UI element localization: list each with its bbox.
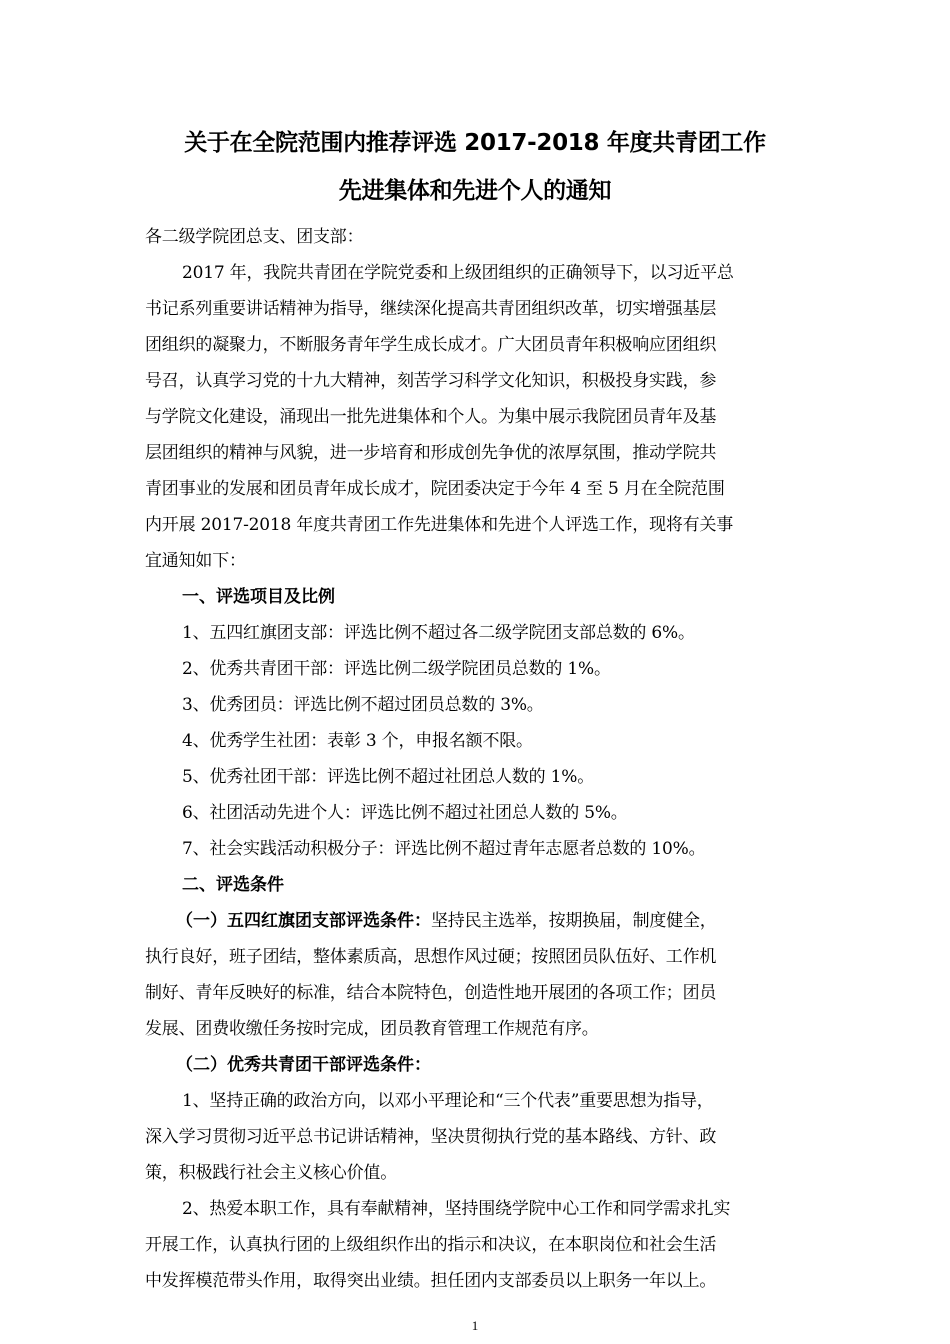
intro-line: 内开展 2017-2018 年度共青团工作先进集体和先进个人评选工作，现将有关事 xyxy=(145,515,734,535)
subsection-1-first-line xyxy=(176,910,717,932)
intro-line: 2017 年，我院共青团在学院党委和上级团组织的正确领导下，以习近平总 xyxy=(182,263,734,283)
list-item: 4、优秀学生社团：表彰 3 个，申报名额不限。 xyxy=(182,731,533,751)
intro-line: 书记系列重要讲话精神为指导，继续深化提高共青团组织改革，切实增强基层 xyxy=(145,299,717,319)
list-item: 3、优秀团员：评选比例不超过团员总数的 3%。 xyxy=(182,695,544,715)
list-item: 5、优秀社团干部：评选比例不超过社团总人数的 1%。 xyxy=(182,767,594,787)
paragraph-line: 中发挥模范带头作用，取得突出业绩。担任团内支部委员以上职务一年以上。 xyxy=(145,1271,717,1291)
paragraph-line: 策，积极践行社会主义核心价值。 xyxy=(145,1163,397,1183)
paragraph-line: 2、热爱本职工作，具有奉献精神，坚持围绕学院中心工作和同学需求扎实 xyxy=(182,1199,731,1219)
document-title-line-2: 先进集体和先进个人的通知 xyxy=(338,178,612,204)
page-number: 1 xyxy=(471,1318,479,1333)
paragraph-line: 制好、青年反映好的标准，结合本院特色，创造性地开展团的各项工作；团员 xyxy=(145,983,717,1003)
salutation: 各二级学院团总支、团支部： xyxy=(145,227,364,247)
list-item: 6、社团活动先进个人：评选比例不超过社团总人数的 5%。 xyxy=(182,803,628,823)
section-heading-2: 二、评选条件 xyxy=(182,875,284,895)
intro-line: 与学院文化建设，涌现出一批先进集体和个人。为集中展示我院团员青年及基 xyxy=(145,407,717,427)
subsection-heading-1: （一）五四红旗团支部评选条件： xyxy=(176,911,431,931)
list-item: 2、优秀共青团干部：评选比例二级学院团员总数的 1%。 xyxy=(182,659,611,679)
paragraph-line: 发展、团费收缴任务按时完成，团员教育管理工作规范有序。 xyxy=(145,1019,599,1039)
list-item: 1、五四红旗团支部：评选比例不超过各二级学院团支部总数的 6%。 xyxy=(182,623,695,643)
subsection-1-text: 坚持民主选举，按期换届，制度健全， xyxy=(431,911,717,931)
paragraph-line: 开展工作，认真执行团的上级组织作出的指示和决议，在本职岗位和社会生活 xyxy=(145,1235,717,1255)
intro-line: 层团组织的精神与风貌，进一步培育和形成创先争优的浓厚氛围，推动学院共 xyxy=(145,443,717,463)
section-heading-1: 一、评选项目及比例 xyxy=(182,587,335,607)
paragraph-line: 1、坚持正确的政治方向，以邓小平理论和“三个代表”重要思想为指导， xyxy=(182,1091,714,1111)
intro-line: 宜通知如下： xyxy=(145,551,246,571)
subsection-heading-2: （二）优秀共青团干部评选条件： xyxy=(176,1055,431,1075)
paragraph-line: 执行良好，班子团结，整体素质高，思想作风过硬；按照团员队伍好、工作机 xyxy=(145,947,717,967)
intro-line: 号召，认真学习党的十九大精神，刻苦学习科学文化知识，积极投身实践，参 xyxy=(145,371,717,391)
intro-line: 青团事业的发展和团员青年成长成才，院团委决定于今年 4 至 5 月在全院范围 xyxy=(145,479,725,499)
document-title-line-1: 关于在全院范围内推荐评选 2017-2018 年度共青团工作 xyxy=(184,130,766,156)
paragraph-line: 深入学习贯彻习近平总书记讲话精神，坚决贯彻执行党的基本路线、方针、政 xyxy=(145,1127,717,1147)
list-item: 7、社会实践活动积极分子：评选比例不超过青年志愿者总数的 10%。 xyxy=(182,839,706,859)
intro-line: 团组织的凝聚力，不断服务青年学生成长成才。广大团员青年积极响应团组织 xyxy=(145,335,717,355)
